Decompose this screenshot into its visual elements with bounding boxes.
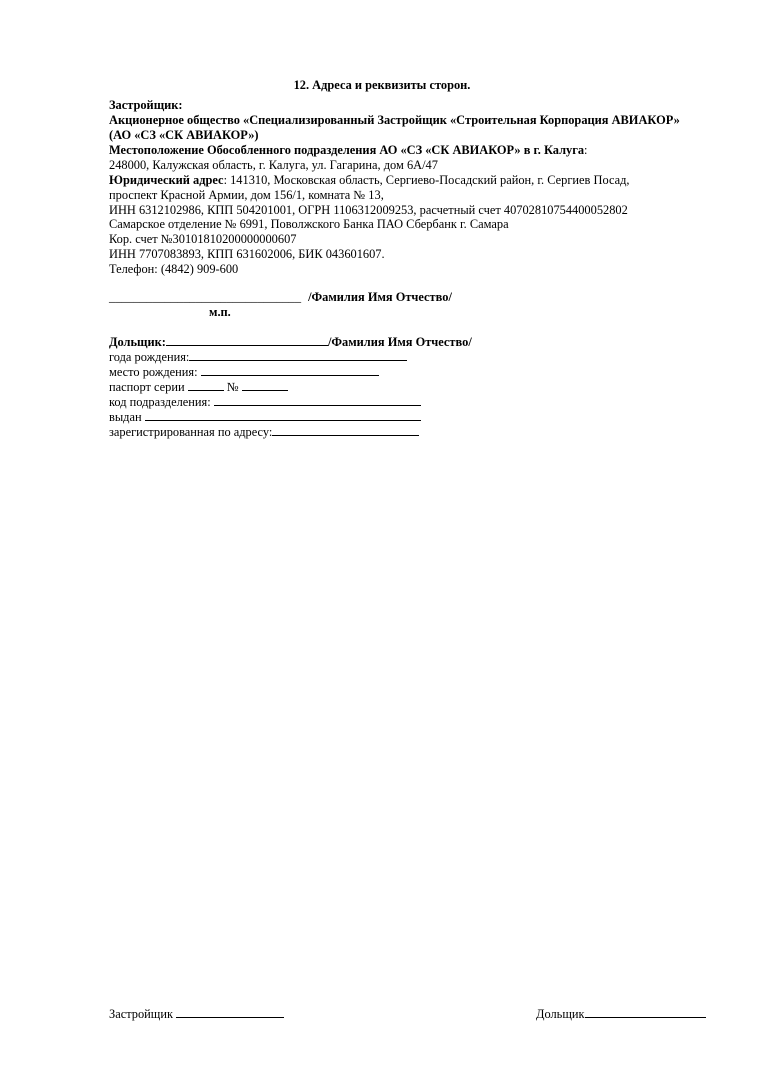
footer-developer-label: Застройщик — [109, 1007, 177, 1021]
branch-label: Местоположение Обособленного подразделения АО «СЗ «СК АВИАКОР» в г. Калуга — [109, 143, 585, 157]
branch-location — [109, 143, 588, 158]
developer-signature-line: _______________________________ — [109, 290, 302, 304]
registered-line — [272, 424, 419, 436]
developer-requisites: ИНН 6312102986, КПП 504201001, ОГРН 1106312009253, расчетный счет 40702810754400052802 — [109, 203, 628, 217]
passport-number-label: № — [223, 380, 242, 394]
footer-developer — [109, 1006, 284, 1022]
registered-label: зарегистрированная по адресу: — [109, 425, 273, 439]
birth-place-label: место рождения: — [109, 365, 201, 379]
passport-series-line — [188, 379, 224, 391]
shareholder-heading: Дольщик: — [109, 335, 166, 349]
footer-shareholder-label: Дольщик — [536, 1007, 585, 1021]
division-code-label: код подразделения: — [109, 395, 214, 409]
branch-colon: : — [584, 143, 588, 157]
section-title: 12. Адреса и реквизиты сторон. — [293, 78, 471, 92]
developer-signature-row — [109, 290, 452, 305]
issued-line — [145, 409, 421, 421]
birth-place-line — [201, 364, 379, 376]
shareholder-signature-name: /Фамилия Имя Отчество/ — [327, 335, 472, 349]
legal-address-text: : 141310, Московская область, Сергиево-Посадский район, г. Сергиев Посад, — [223, 173, 630, 187]
developer-signature-name: /Фамилия Имя Отчество/ — [308, 290, 452, 304]
passport-label: паспорт серии — [109, 380, 188, 394]
passport-row — [109, 379, 288, 395]
branch-address: 248000, Калужская область, г. Калуга, ул. Гагарина, дом 6А/47 — [109, 158, 438, 172]
issued-row — [109, 409, 421, 425]
developer-heading: Застройщик: — [109, 98, 183, 112]
division-code-row — [109, 394, 421, 410]
shareholder-signature-row — [109, 334, 472, 350]
footer-shareholder — [536, 1006, 706, 1022]
legal-address — [109, 173, 630, 188]
developer-phone: Телефон: (4842) 909-600 — [109, 262, 239, 276]
stamp-label: м.п. — [209, 305, 231, 319]
footer-shareholder-signature-line — [585, 1006, 706, 1018]
shareholder-signature-line — [166, 334, 328, 346]
developer-name-line1: Акционерное общество «Специализированный Застройщик «Строительная Корпорация АВИАКОР» — [109, 113, 680, 127]
corr-account: Кор. счет №30101810200000000607 — [109, 232, 297, 246]
passport-number-line — [242, 379, 288, 391]
registered-row — [109, 424, 419, 440]
bank-name: Самарское отделение № 6991, Поволжского Банка ПАО Сбербанк г. Самара — [109, 217, 509, 231]
developer-name-line2: (АО «СЗ «СК АВИАКОР») — [109, 128, 259, 142]
footer-developer-signature-line — [176, 1006, 284, 1018]
legal-address-line2: проспект Красной Армии, дом 156/1, комната № 13, — [109, 188, 384, 202]
bank-requisites: ИНН 7707083893, КПП 631602006, БИК 043601607. — [109, 247, 385, 261]
birth-year-row — [109, 349, 407, 365]
legal-label: Юридический адрес — [109, 173, 224, 187]
issued-label: выдан — [109, 410, 145, 424]
birth-year-label: года рождения: — [109, 350, 190, 364]
birth-year-line — [189, 349, 407, 361]
division-code-line — [214, 394, 421, 406]
birth-place-row — [109, 364, 379, 380]
